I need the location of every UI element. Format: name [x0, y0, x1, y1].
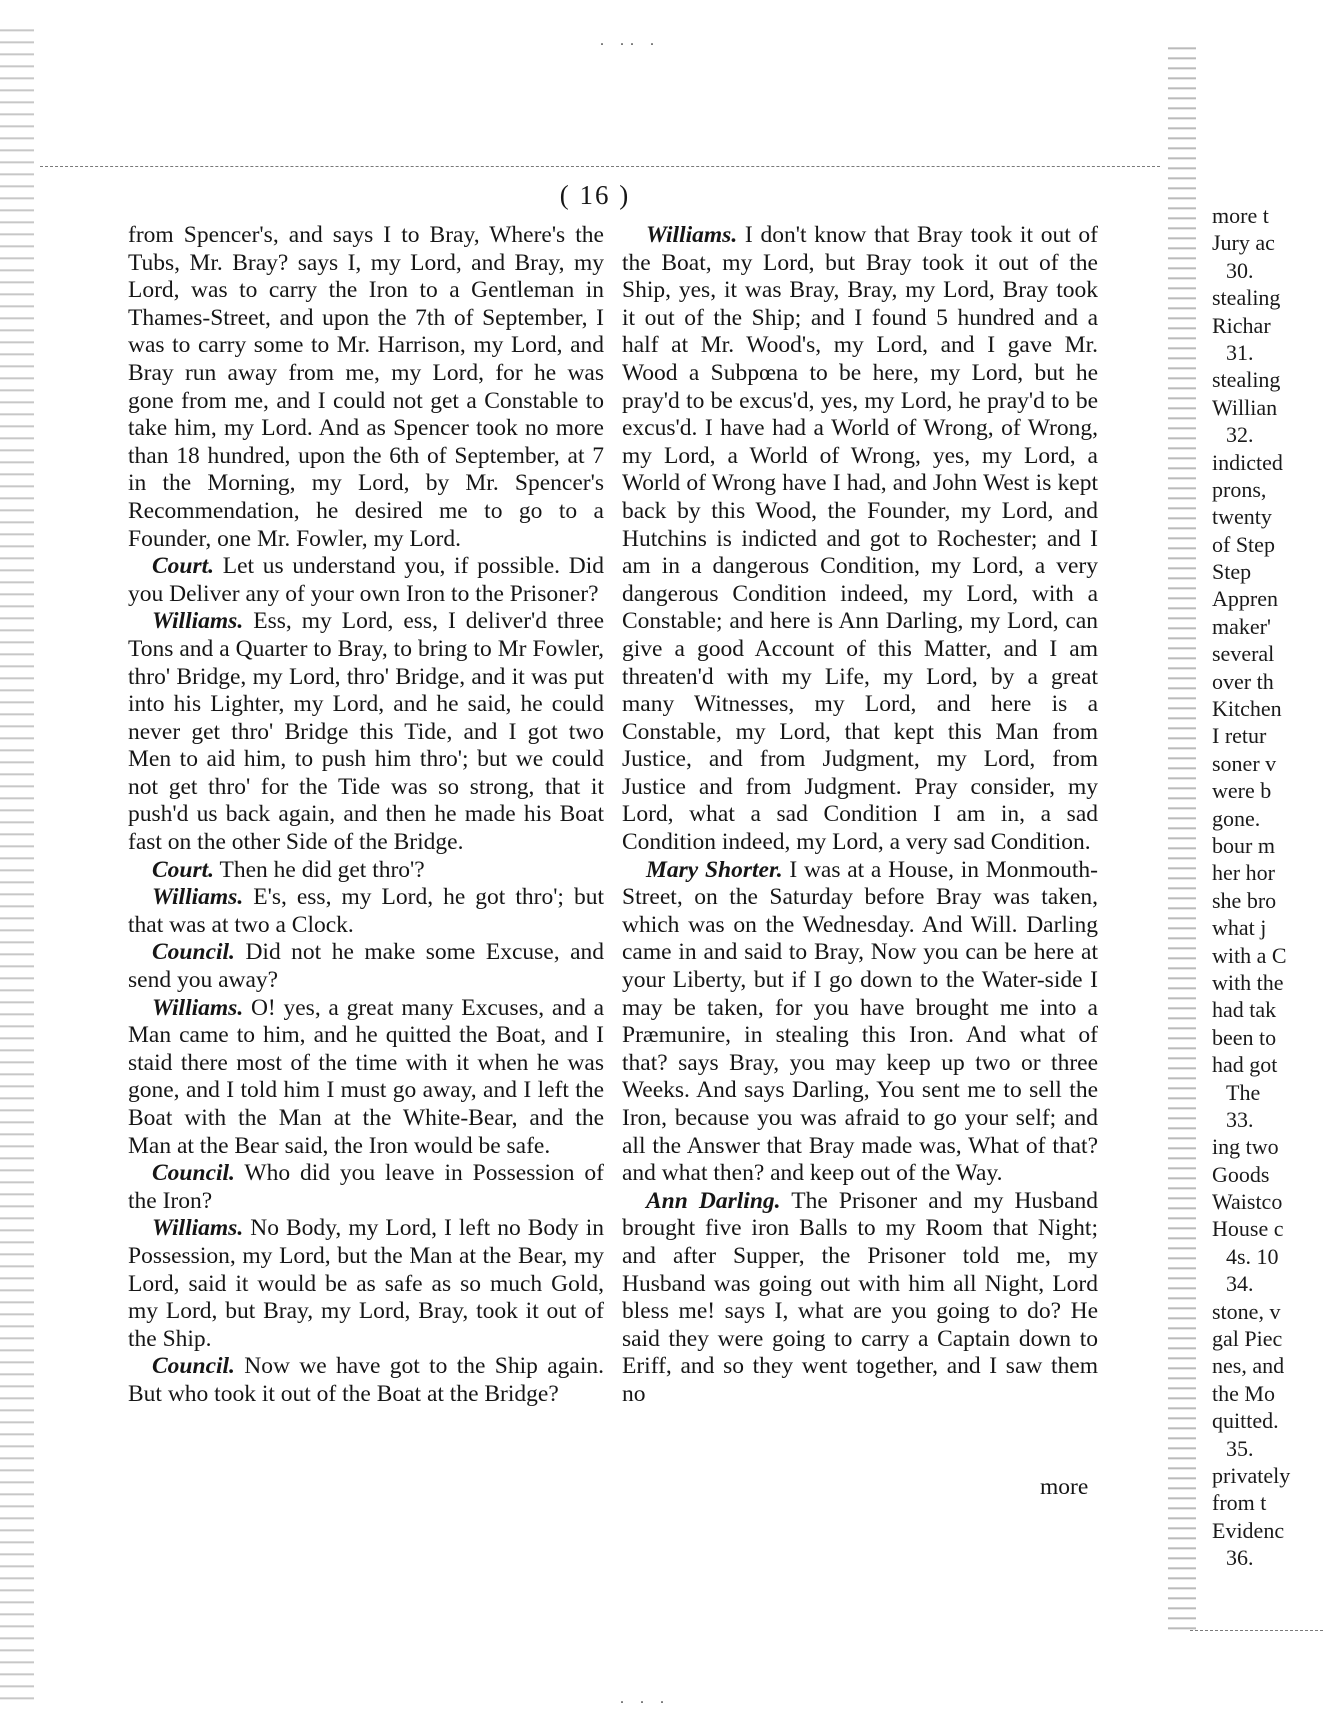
paragraph-text: E's, ess, my Lord, he got thro'; but that was at two a Clock. [128, 884, 605, 938]
speaker-name: Williams. [152, 994, 244, 1021]
fragment-line: Richar [1212, 312, 1271, 338]
speaker-name: Williams. [152, 1215, 244, 1242]
fragment-line: with the [1212, 969, 1284, 995]
fragment-line: Jury ac [1212, 230, 1275, 256]
scan-speck: . . . [620, 1690, 670, 1707]
fragment-line: Goods [1212, 1161, 1270, 1187]
paragraph [128, 1353, 604, 1408]
fragment-line: gone. [1212, 805, 1261, 831]
fragment-line: stone, v [1212, 1298, 1281, 1324]
fragment-line: more t [1212, 203, 1269, 228]
fragment-line: 36. [1226, 1545, 1254, 1571]
paragraph-text: No Body, my Lord, I left no Body in Possession, my Lord, but the Man at the Bear, my Lord, said it would be as safe as so much Gold, my Lord, but Bray, my Lord, Bray, took it out of the Ship. [128, 1215, 605, 1352]
paragraph-text: Who did you leave in Possession of the Iron? [128, 1160, 604, 1214]
speaker-name: Williams. [152, 608, 244, 635]
fragment-line: Appren [1212, 586, 1278, 612]
fragment-line: 34. [1226, 1271, 1254, 1297]
paragraph [128, 1160, 604, 1215]
fragment-line: her hor [1212, 860, 1275, 886]
fragment-line: soner v [1212, 750, 1277, 776]
paragraph [128, 1215, 604, 1353]
paragraph [128, 553, 604, 608]
speaker-name: Court. [152, 856, 215, 883]
fragment-line: stealing [1212, 367, 1281, 393]
paragraph [622, 222, 1098, 857]
fragment-line: she bro [1212, 887, 1277, 913]
speaker-name: Williams. [152, 884, 244, 911]
paragraph [128, 995, 604, 1161]
page-number: ( 16 ) [559, 180, 631, 210]
fragment-line: indicted [1212, 449, 1283, 475]
paragraph-text: O! yes, a great many Excuses, and a Man came to him, and he quitted the Boat, and I staid there most of the time with it when he was gone, and I told him I must go away, and I left the Boat with the Man at the White-Bear, and the Man at the Bear said, the Iron would be safe. [128, 994, 604, 1159]
fragment-line: quitted. [1212, 1408, 1279, 1434]
paragraph-text: Let us understand you, if possible. Did you Deliver any of your own Iron to the Prisoner? [128, 553, 604, 607]
paragraph-text: from Spencer's, and says I to Bray, Where's the Tubs, Mr. Bray? says I, my Lord, and Bray, my Lord, was to carry the Iron to a Gentleman in Thames-Street, and upon the 7th of September, I was to carry some to Mr. Harrison, my Lord, and Bray run away from me, my Lord, for he was gone from me, and I could not get a Constable to take him, my Lord. And as Spencer took no more than 18 hundred, upon the 6th of September, at 7 in the Morning, my Lord, by Mr. Spencer's Recommendation, he desired me to go to a Founder, one Mr. Fowler, my Lord. [128, 222, 604, 552]
paragraph-text: Now we have got to the Ship again. But who took it out of the Boat at the Bridge? [128, 1353, 604, 1407]
fragment-line: what j [1212, 915, 1267, 941]
fragment-line: prons, [1212, 476, 1267, 502]
speaker-name: Council. [152, 1160, 235, 1187]
fragment-line: 31. [1226, 339, 1254, 365]
fragment-line: Step [1212, 559, 1252, 585]
fragment-line: gal Piec [1212, 1326, 1283, 1352]
fragment-line: 33. [1226, 1106, 1254, 1132]
fragment-line: with a C [1212, 942, 1287, 968]
paragraph [128, 608, 604, 856]
fragment-line: Willian [1212, 394, 1278, 420]
paragraph-text: I was at a House, in Monmouth-Street, on the Saturday before Bray was taken, which was on the Wednesday. And Will. Darling came in and said to Bray, Now you can be here at your Liberty, but if I go down to the Water-side I may be taken, for you have brought me into a Præmunire, in stealing this Iron. And what of that? says Bray, you may keep up two or three Weeks. And says Darling, You sent me to sell the Iron, because you was afraid to go your self; and all the Answer that Bray made was, What of that? and what then? and keep out of the Way. [622, 856, 1098, 1187]
fragment-line: 30. [1226, 257, 1254, 283]
page-bottom-rule [1190, 1630, 1323, 1631]
fragment-line: Kitchen [1212, 696, 1282, 722]
fragment-line: of Step [1212, 531, 1275, 557]
fragment-line: been to [1212, 1024, 1277, 1050]
fragment-line: several [1212, 641, 1275, 667]
scan-shadow-left-margin [0, 20, 34, 1700]
fragment-line: Evidenc [1212, 1517, 1285, 1543]
fragment-line: nes, and [1212, 1353, 1285, 1379]
paragraph [128, 884, 604, 939]
next-page-fragment-column [1212, 202, 1323, 1572]
speaker-name: Council. [152, 939, 235, 966]
fragment-line: House c [1212, 1216, 1284, 1242]
scan-shadow-gutter [1168, 40, 1196, 1630]
left-text-column [128, 222, 604, 1409]
paragraph-text: The Prisoner and my Husband brought five iron Balls to my Room that Night; and after Supper, the Prisoner told me, my Husband was going out with him all Night, Lord bless me! says I, what are you going to do? He said they were going to carry a Captain down to Eriff, and so they went together, and I saw them no [622, 1187, 1099, 1407]
fragment-line: the Mo [1212, 1380, 1275, 1406]
paragraph [128, 857, 604, 885]
fragment-line: Waistco [1212, 1189, 1283, 1215]
paragraph-text: Then he did get thro'? [219, 856, 425, 883]
catchword: more [1040, 1474, 1089, 1500]
fragment-line: were b [1212, 778, 1272, 804]
fragment-line: 4s. 10 [1226, 1243, 1279, 1269]
paragraph-text: Did not he make some Excuse, and send you away? [128, 939, 605, 994]
paragraph [622, 1188, 1098, 1409]
speaker-name: Williams. [646, 222, 738, 248]
fragment-line: 32. [1226, 422, 1254, 448]
speaker-name: Court. [152, 553, 215, 580]
paragraph [128, 939, 604, 994]
fragment-line: privately [1212, 1462, 1291, 1488]
paragraph-text: I don't know that Bray took it out of the Boat, my Lord, but Bray took it out of the Ship, yes, it was Bray, Bray, my Lord, Bray took it out of the Ship; and I found 5 hundred and a half at Mr. Wood's, my Lord, and I gave Mr. Wood a Subpœna to be here, my Lord, but he pray'd to be excus'd, yes, my Lord, he pray'd to be excus'd. I have had a World of Wrong, of Wrong, my Lord, a World of Wrong, yes, my Lord, a World of Wrong have I had, and John West is kept back by this Wood, the Founder, my Lord, and Hutchins is indicted and got to Rochester; and I am in a dangerous Condition, my Lord, a very dangerous Condition indeed, my Lord, with a Constable; and here is Ann Darling, my Lord, can give a good Account of this Matter, and I am threaten'd with my Life, my Lord, by a great many Witnesses, my Lord, and here is a Constable, my Lord, that kept this Man from Justice, and from Judgment, my Lord, from Justice and from Judgment. Pray consider, my Lord, what a sad Condition I am in, a sad Condition indeed, my Lord, a very sad Condition. [622, 222, 1099, 856]
fragment-line: 35. [1226, 1435, 1254, 1461]
fragment-line: from t [1212, 1490, 1267, 1516]
page-top-rule [40, 166, 1160, 167]
speaker-name: Ann Darling. [646, 1187, 781, 1214]
fragment-line: maker' [1212, 613, 1271, 639]
fragment-line: over th [1212, 668, 1274, 694]
middle-text-column [622, 222, 1098, 1409]
fragment-line: stealing [1212, 285, 1281, 311]
fragment-line: had got [1212, 1052, 1278, 1078]
fragment-line: ing two [1212, 1134, 1279, 1160]
fragment-line: The [1226, 1079, 1261, 1105]
paragraph [128, 222, 604, 553]
fragment-line: had tak [1212, 997, 1277, 1023]
paragraph [622, 857, 1098, 1188]
speaker-name: Council. [152, 1353, 235, 1380]
paragraph-text: Ess, my Lord, ess, I deliver'd three Tons and a Quarter to Bray, to bring to Mr Fowler, thro' Bridge, my Lord, thro' Bridge, and it was put into his Lighter, my Lord, and he said, he could never get thro' Bridge this Tide, and I got two Men to aid him, to push him thro'; but we could not get thro' for the Tide was so strong, that it push'd us back again, and then he made his Boat fast on the other Side of the Bridge. [128, 608, 604, 856]
speaker-name: Mary Shorter. [646, 856, 783, 883]
fragment-line: bour m [1212, 832, 1275, 858]
scan-speck: . .. . [600, 32, 660, 49]
fragment-line: twenty [1212, 504, 1272, 530]
fragment-line: I retur [1212, 723, 1267, 749]
